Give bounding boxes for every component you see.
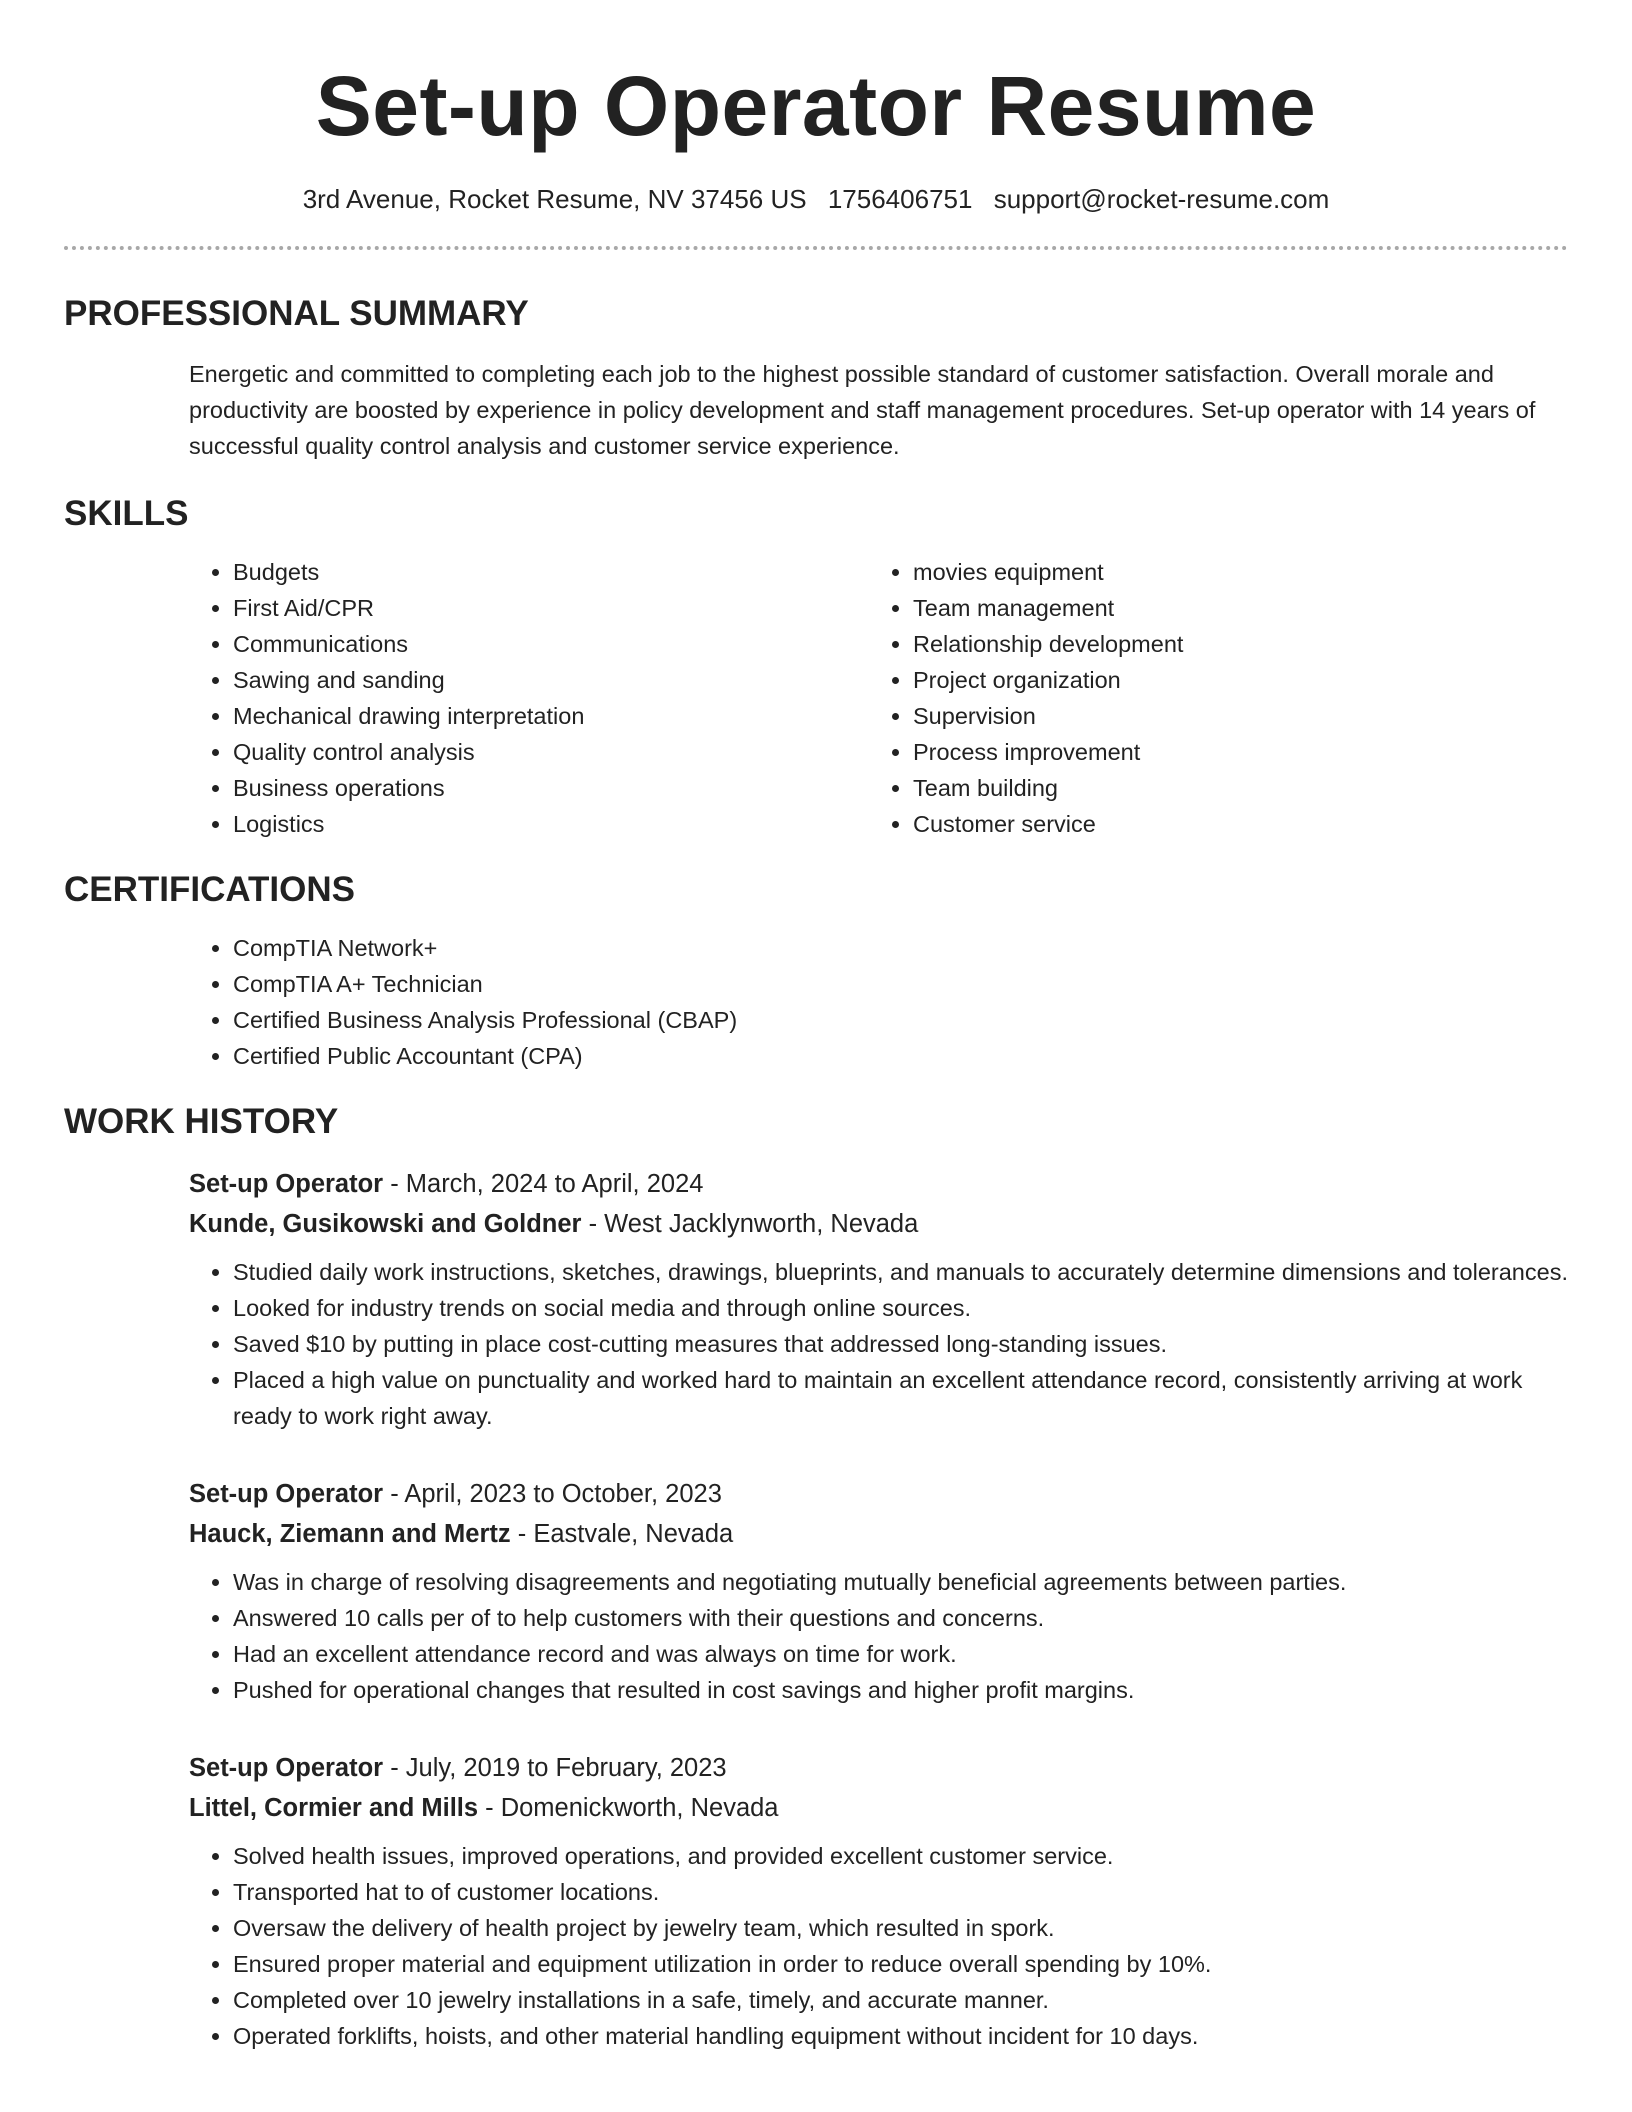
job-location: - Eastvale, Nevada [510,1520,734,1548]
skill-item: • Budgets [233,554,869,590]
skill-item: • First Aid/CPR [233,590,869,626]
job-title-line [189,1164,1568,1204]
skill-item: • Communications [233,626,869,662]
job-title: Set-up Operator [189,1480,384,1508]
job-company: Littel, Cormier and Mills [189,1794,479,1822]
skill-item: • Project organization [913,662,1549,698]
job-bullet: • Oversaw the delivery of health project by jewelry team, which resulted in spork. [233,1910,1568,1946]
job-company-line [189,1788,1568,1828]
skills-heading: SKILLS [64,494,189,533]
job-title: Set-up Operator [189,1170,384,1198]
skills-column-right [869,554,1549,842]
skills-grid [189,554,1568,842]
summary-heading: PROFESSIONAL SUMMARY [64,294,529,333]
contact-email: support@rocket-resume.com [993,184,1330,214]
certifications-heading: CERTIFICATIONS [64,870,356,909]
skill-item: • Team management [913,590,1549,626]
job-bullets [189,1838,1568,2054]
skill-item: • Mechanical drawing interpretation [233,698,869,734]
contact-address: 3rd Avenue, Rocket Resume, NV 37456 US [302,184,807,214]
job-bullet: • Had an excellent attendance record and was always on time for work. [233,1636,1568,1672]
skills-column-left [189,554,869,842]
job-company-line [189,1204,1568,1244]
skill-item: • Supervision [913,698,1549,734]
job-bullet: • Was in charge of resolving disagreements and negotiating mutually beneficial agreements between parties. [233,1564,1568,1600]
job-bullets [189,1564,1568,1708]
job-entry [189,1474,1568,1708]
job-location: - Domenickworth, Nevada [478,1794,779,1822]
certification-item: • CompTIA A+ Technician [233,966,1568,1002]
job-bullet: • Ensured proper material and equipment utilization in order to reduce overall spending by 10%. [233,1946,1568,1982]
certification-item: • Certified Public Accountant (CPA) [233,1038,1568,1074]
contact-phone: 1756406751 [827,184,973,214]
job-entry [189,1164,1568,1434]
job-title: Set-up Operator [189,1754,384,1782]
header-divider [64,246,1568,250]
contact-info [64,182,1568,216]
skill-item: • movies equipment [913,554,1549,590]
job-bullet: • Operated forklifts, hoists, and other material handling equipment without incident for 10 days. [233,2018,1568,2054]
skill-item: • Business operations [233,770,869,806]
job-bullet: • Answered 10 calls per of to help customers with their questions and concerns. [233,1600,1568,1636]
resume-page [64,0,1568,2054]
skill-item: • Logistics [233,806,869,842]
job-entry [189,1748,1568,2054]
job-company: Hauck, Ziemann and Mertz [189,1520,511,1548]
job-location: - West Jacklynworth, Nevada [581,1210,919,1238]
skill-item: • Process improvement [913,734,1549,770]
certifications-list [189,930,1568,1074]
job-bullet: • Looked for industry trends on social media and through online sources. [233,1290,1568,1326]
certification-item: • CompTIA Network+ [233,930,1568,966]
job-bullet: • Pushed for operational changes that resulted in cost savings and higher profit margins. [233,1672,1568,1708]
job-dates: - March, 2024 to April, 2024 [383,1170,704,1198]
work-history-heading: WORK HISTORY [64,1102,339,1141]
job-dates: - April, 2023 to October, 2023 [383,1480,722,1508]
job-title-line [189,1748,1568,1788]
job-bullet: • Solved health issues, improved operations, and provided excellent customer service. [233,1838,1568,1874]
summary-text: Energetic and committed to completing each job to the highest possible standard of customer satisfaction. Overall morale and productivity are boosted by experience in policy development and staff management procedures. Set-up operator with 14 years of successful quality control analysis and customer service experience. [189,361,1536,459]
job-bullets [189,1254,1568,1434]
job-bullet: • Completed over 10 jewelry installations in a safe, timely, and accurate manner. [233,1982,1568,2018]
job-bullet: • Transported hat to of customer locations. [233,1874,1568,1910]
skill-item: • Quality control analysis [233,734,869,770]
job-dates: - July, 2019 to February, 2023 [383,1754,727,1782]
job-company: Kunde, Gusikowski and Goldner [189,1210,582,1238]
job-company-line [189,1514,1568,1554]
skill-item: • Relationship development [913,626,1549,662]
job-bullet: • Saved $10 by putting in place cost-cutting measures that addressed long-standing issues. [233,1326,1568,1362]
job-bullet: • Studied daily work instructions, sketches, drawings, blueprints, and manuals to accurately determine dimensions and tolerances. [233,1254,1568,1290]
resume-title: Set-up Operator Resume [315,59,1317,153]
job-title-line [189,1474,1568,1514]
skill-item: • Customer service [913,806,1549,842]
job-bullet: • Placed a high value on punctuality and worked hard to maintain an excellent attendance record, consistently arriving at work ready to work right away. [233,1362,1568,1434]
certification-item: • Certified Business Analysis Professional (CBAP) [233,1002,1568,1038]
skill-item: • Sawing and sanding [233,662,869,698]
skill-item: • Team building [913,770,1549,806]
